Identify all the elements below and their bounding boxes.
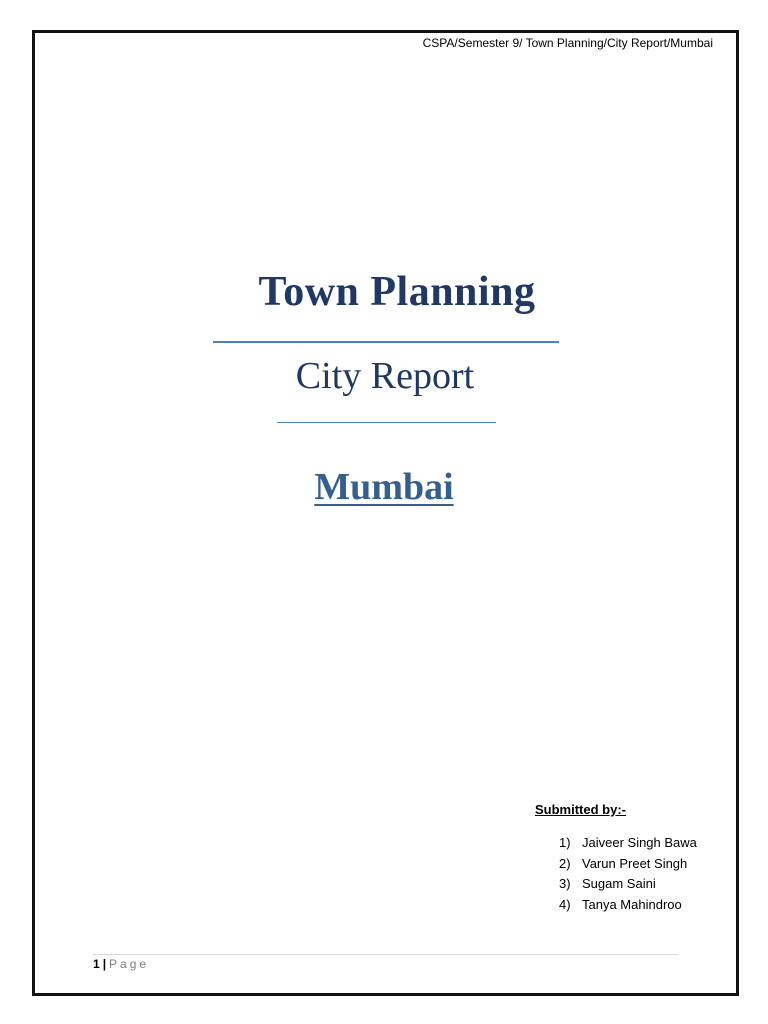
submitted-by-heading: Submitted by:- (535, 802, 626, 817)
page-number: 1 (93, 957, 100, 971)
member-list (559, 833, 697, 915)
list-number: 1) (559, 835, 571, 850)
page-label: Page (109, 957, 150, 971)
member-name: Jaiveer Singh Bawa (582, 835, 697, 850)
subtitle-divider (277, 422, 496, 423)
list-number: 3) (559, 876, 571, 891)
member-name: Tanya Mahindroo (582, 896, 682, 912)
member-name: Varun Preet Singh (582, 855, 688, 871)
city-name: Mumbai (314, 466, 454, 508)
document-subtitle: City Report (295, 355, 475, 397)
footer-separator: | (102, 957, 107, 971)
list-item (559, 874, 697, 895)
list-number: 2) (559, 855, 571, 871)
list-item (559, 854, 697, 875)
list-item (559, 895, 697, 916)
list-number: 4) (559, 896, 571, 912)
footer-divider (92, 954, 678, 955)
title-divider (213, 341, 559, 343)
running-header: CSPA/Semester 9/ Town Planning/City Report/Mumbai (422, 36, 713, 50)
page-footer (93, 957, 149, 971)
list-item (559, 833, 697, 854)
member-name: Sugam Saini (582, 876, 656, 891)
document-title: Town Planning (258, 269, 536, 315)
